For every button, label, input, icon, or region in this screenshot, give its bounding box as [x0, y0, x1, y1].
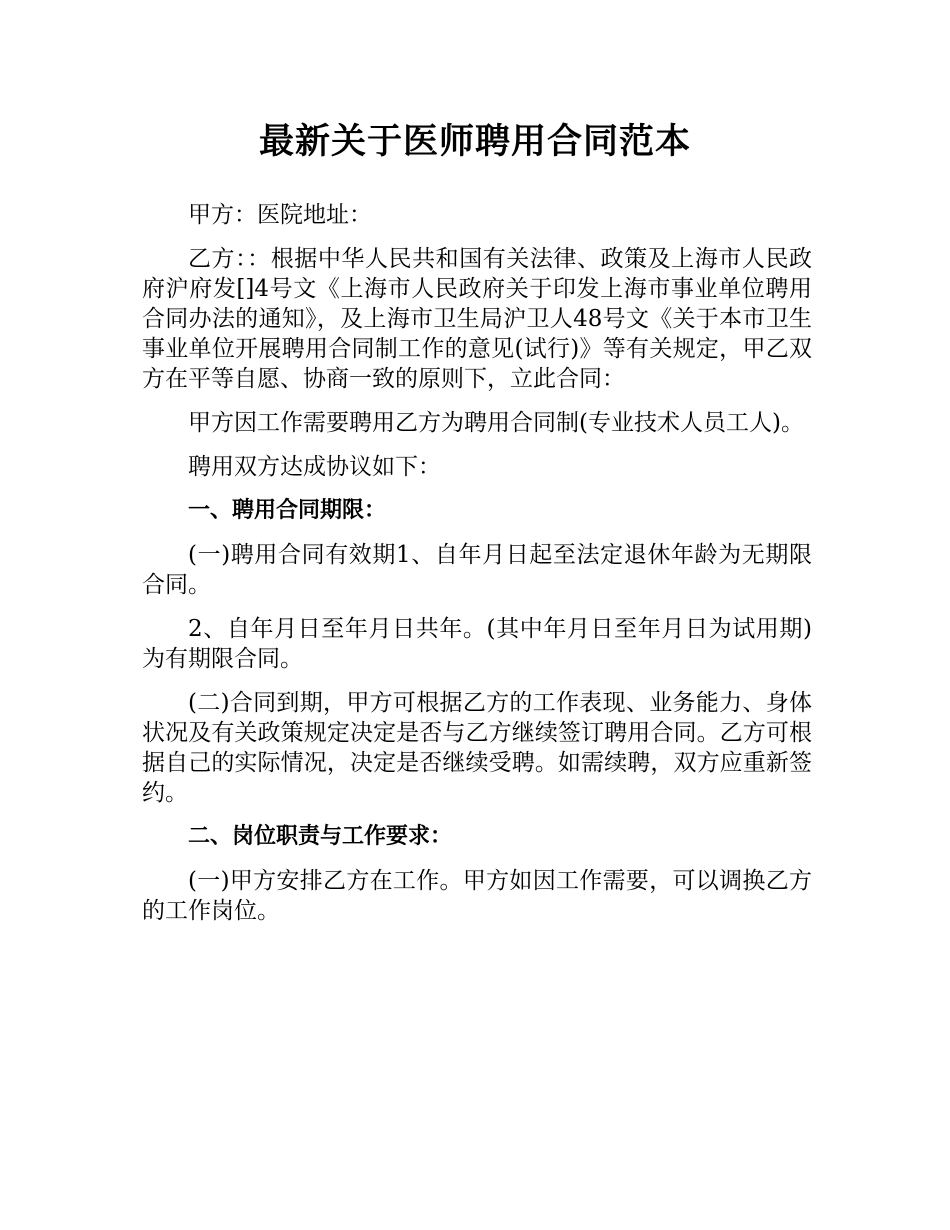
- term-clause-2: 2、自年月日至年月日共年。(其中年月日至年月日为试用期)为有期限合同。: [142, 616, 812, 672]
- section-heading-term: 一、聘用合同期限：: [188, 498, 387, 523]
- term-clause-3: (二)合同到期，甲方可根据乙方的工作表现、业务能力、身体状况及有关政策规定决定是否与乙方继续签订聘用合同。乙方可根据自己的实际情况，决定是否继续受聘。如需续聘，双方应重新签约。: [142, 690, 812, 806]
- term-clause-1: (一)聘用合同有效期1、自年月日起至法定退休年龄为无期限合同。: [142, 542, 812, 598]
- duties-clause-1: (一)甲方安排乙方在工作。甲方如因工作需要，可以调换乙方的工作岗位。: [142, 868, 812, 924]
- document-body: [142, 200, 812, 940]
- agreement-intro: 聘用双方达成协议如下：: [188, 454, 441, 480]
- party-a-line: 甲方：医院地址：: [188, 202, 372, 228]
- document-title: 最新关于医师聘用合同范本: [258, 122, 691, 162]
- section-heading-duties: 二、岗位职责与工作要求：: [188, 824, 453, 849]
- employment-purpose-paragraph: 甲方因工作需要聘用乙方为聘用合同制(专业技术人员工人)。: [188, 410, 804, 436]
- party-b-paragraph: 乙方：：根据中华人民共和国有关法律、政策及上海市人民政府沪府发[]4号文《上海市人民政府关于印发上海市事业单位聘用合同办法的通知》，及上海市卫生局沪卫人48号文《关于本市卫生事业单位开展聘用合同制工作的意见(试行)》等有关规定，甲乙双方在平等自愿、协商一致的原则下，立此合同：: [142, 246, 812, 392]
